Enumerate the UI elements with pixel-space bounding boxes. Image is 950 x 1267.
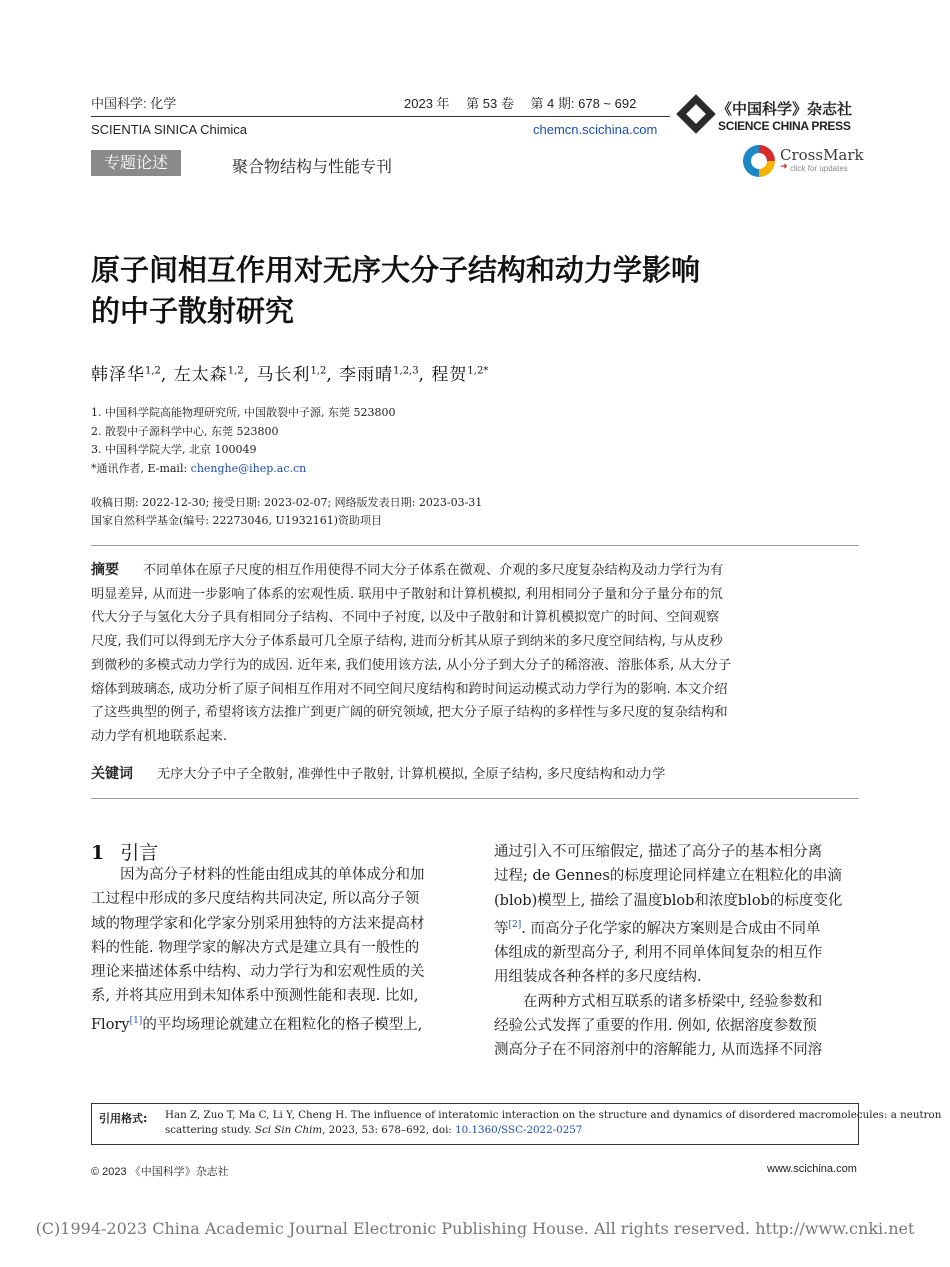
body-line: 在两种方式相互联系的诸多桥梁中, 经验参数和 — [494, 993, 823, 1010]
author-name: 程贺 — [431, 365, 468, 385]
author-name: 韩泽华 — [91, 365, 145, 385]
author-affiliation: 1,2 — [310, 365, 327, 377]
abstract-line: 动力学有机地联系起来. — [91, 728, 228, 744]
author-name: 李雨晴 — [339, 365, 394, 385]
keywords-text: 无序大分子中子全散射, 准弹性中子散射, 计算机模拟, 全原子结构, 多尺度结构和动力学 — [157, 767, 666, 782]
issue-info: 2023 年 第 53 卷 第 4 期: 678 ~ 692 — [404, 96, 637, 111]
section-heading — [91, 838, 158, 865]
footer-copyright: © 2023 《中国科学》杂志社 — [91, 1166, 229, 1178]
header-rule — [91, 116, 670, 117]
citation-text — [165, 1108, 941, 1137]
abstract — [91, 559, 859, 749]
body-line: 经验公式发挥了重要的作用. 例如, 依据溶度参数预 — [494, 1017, 817, 1034]
citation-line: Han Z, Zuo T, Ma C, Li Y, Cheng H. The influence of interatomic interaction on the structure and dynamics of disordered macromolecules: a neutron — [165, 1109, 942, 1121]
author-affiliation: 1,2* — [467, 365, 489, 377]
keywords — [91, 763, 665, 783]
author-name: 左太森 — [173, 365, 228, 385]
affiliation-item: 2. 散裂中子源科学中心, 东莞 523800 — [91, 424, 279, 438]
article-dates — [91, 494, 482, 530]
body-line: 等[2]. 而高分子化学家的解决方案则是合成由不同单 — [494, 919, 821, 937]
body-line: 料的性能. 物理学家的解决方式是建立具有一般性的 — [91, 939, 420, 956]
body-line: 测高分子在不同溶剂中的溶解能力, 从而选择不同溶 — [494, 1042, 823, 1059]
section-number: 1 — [91, 842, 105, 864]
body-line: 用组装成各种各样的多尺度结构. — [494, 969, 702, 986]
body-line: 因为高分子材料的性能由组成其的单体成分和加 — [91, 867, 425, 883]
crossmark-icon-center — [751, 153, 767, 169]
body-line: 通过引入不可压缩假定, 描述了高分子的基本相分离 — [494, 844, 823, 860]
body-line: 体组成的新型高分子, 利用不同单体间复杂的相互作 — [494, 945, 823, 962]
body-line: Flory[1]的平均场理论就建立在粗粒化的格子模型上, — [91, 1015, 423, 1033]
body-line: 工过程中形成的多尺度结构共同决定, 所以高分子领 — [91, 891, 420, 908]
publisher-name-cn: 《中国科学》杂志社 — [717, 100, 853, 118]
paper-title — [91, 250, 881, 332]
abstract-label: 摘要 — [91, 562, 119, 578]
section-title: 引言 — [120, 842, 159, 864]
corresponding-email-link[interactable]: chenghe@ihep.ac.cn — [190, 461, 307, 475]
abstract-line: 到微秒的多模式动力学行为的成因. 近年来, 我们使用该方法, 从小分子到大分子的稀溶液、溶胀体系, 从大分子 — [91, 657, 732, 673]
author-list: 韩泽华$^{1,2}$, 左太森$^{1,2}$, 马长利$^{1,2}$, 李雨晴$^{1,2,3}$, 程贺$^{1,2*}$ — [91, 365, 489, 385]
affiliation-item: 3. 中国科学院大学, 北京 100049 — [91, 443, 257, 456]
abstract-line: 了这些典型的例子, 希望将该方法推广到更广阔的研究领域, 把大分子原子结构的多样性与多尺度的复杂结构和 — [91, 705, 728, 721]
footer-website-link[interactable]: www.scichina.com — [767, 1163, 857, 1175]
citation-label: 引用格式: — [99, 1112, 148, 1125]
author-name: 马长利 — [256, 365, 311, 385]
affiliation-item: 1. 中国科学院高能物理研究所, 中国散裂中子源, 东莞 523800 — [91, 406, 396, 419]
reference-link[interactable]: [1] — [129, 1015, 143, 1026]
body-line: 域的物理学家和化学家分别采用独特的方法来提高材 — [91, 915, 425, 932]
affiliations — [91, 404, 395, 478]
abstract-line: 不同单体在原子尺度的相互作用使得不同大分子体系在微观、介观的多尺度复杂结构及动力学行为有 — [143, 563, 724, 578]
body-line: (blob)模型上, 描绘了温度blob和浓度blob的标度变化 — [494, 892, 843, 909]
abstract-top-divider — [91, 545, 859, 546]
publisher-name-en: SCIENCE CHINA PRESS — [718, 119, 851, 133]
body-line: 系, 并将其应用到未知体系中预测性能和表现. 比如, — [91, 988, 419, 1005]
keywords-label: 关键词 — [91, 766, 133, 782]
abstract-line: 代大分子与氢化大分子具有相同分子结构、不同中子衬度, 以及中子散射和计算机模拟宽广的时间、空间观察 — [91, 610, 720, 626]
crossmark-label[interactable]: CrossMark — [780, 146, 864, 164]
cnki-watermark: (C)1994-2023 China Academic Journal Electronic Publishing House. All rights reserved. http://www.cnki.net — [35, 1219, 915, 1238]
crossmark-arrow-icon: ➜ — [780, 162, 788, 172]
abstract-line: 明显差异, 从而进一步影响了体系的宏观性质. 联用中子散射和计算机模拟, 利用相同分子量和分子量分布的氘 — [91, 586, 723, 602]
journal-name-en: SCIENTIA SINICA Chimica — [91, 122, 248, 137]
body-line: 理论来描述体系中结构、动力学行为和宏观性质的关 — [91, 964, 425, 981]
received-dates: 收稿日期: 2022-12-30; 接受日期: 2023-02-07; 网络版发表日期: 2023-03-31 — [91, 496, 483, 509]
crossmark-sublabel[interactable]: click for updates — [790, 164, 848, 173]
body-line: 过程; de Gennes的标度理论同样建立在粗粒化的串滴 — [494, 868, 842, 885]
paper-title-line: 原子间相互作用对无序大分子结构和动力学影响 — [91, 253, 701, 287]
corresponding-author: *通讯作者, E-mail: chenghe@ihep.ac.cn — [91, 461, 307, 475]
journal-website-link[interactable]: chemcn.scichina.com — [533, 122, 658, 137]
citation-journal: Sci Sin Chim — [254, 1123, 323, 1136]
funding-info: 国家自然科学基金(编号: 22273046, U1932161)资助项目 — [91, 514, 383, 527]
body-column-left — [91, 863, 425, 1037]
abstract-line: 熔体到玻璃态, 成功分析了原子间相互作用对不同空间尺度结构和跨时间运动模式动力学行为的影响. 本文介绍 — [91, 681, 728, 697]
author-affiliation: 1,2 — [145, 365, 161, 377]
reference-link[interactable]: [2] — [508, 919, 522, 930]
abstract-line: 尺度, 我们可以得到无序大分子体系最可几全原子结构, 进而分析其从原子到纳米的多尺度空间结构, 与从皮秒 — [91, 634, 723, 650]
topic-label: 专题论述 — [91, 150, 181, 176]
author-affiliation: 1,2 — [227, 365, 244, 377]
journal-name-cn: 中国科学: 化学 — [91, 96, 177, 111]
topic-title: 聚合物结构与性能专刊 — [232, 157, 393, 176]
doi-link[interactable]: 10.1360/SSC-2022-0257 — [455, 1123, 583, 1136]
body-column-right — [494, 840, 842, 1063]
paper-title-line: 的中子散射研究 — [91, 294, 295, 328]
abstract-bottom-divider — [91, 798, 859, 799]
author-affiliation: 1,2,3 — [393, 365, 419, 377]
citation-line: scattering study. Sci Sin Chim, 2023, 53: 678–692, doi: 10.1360/SSC-2022-0257 — [165, 1123, 583, 1136]
